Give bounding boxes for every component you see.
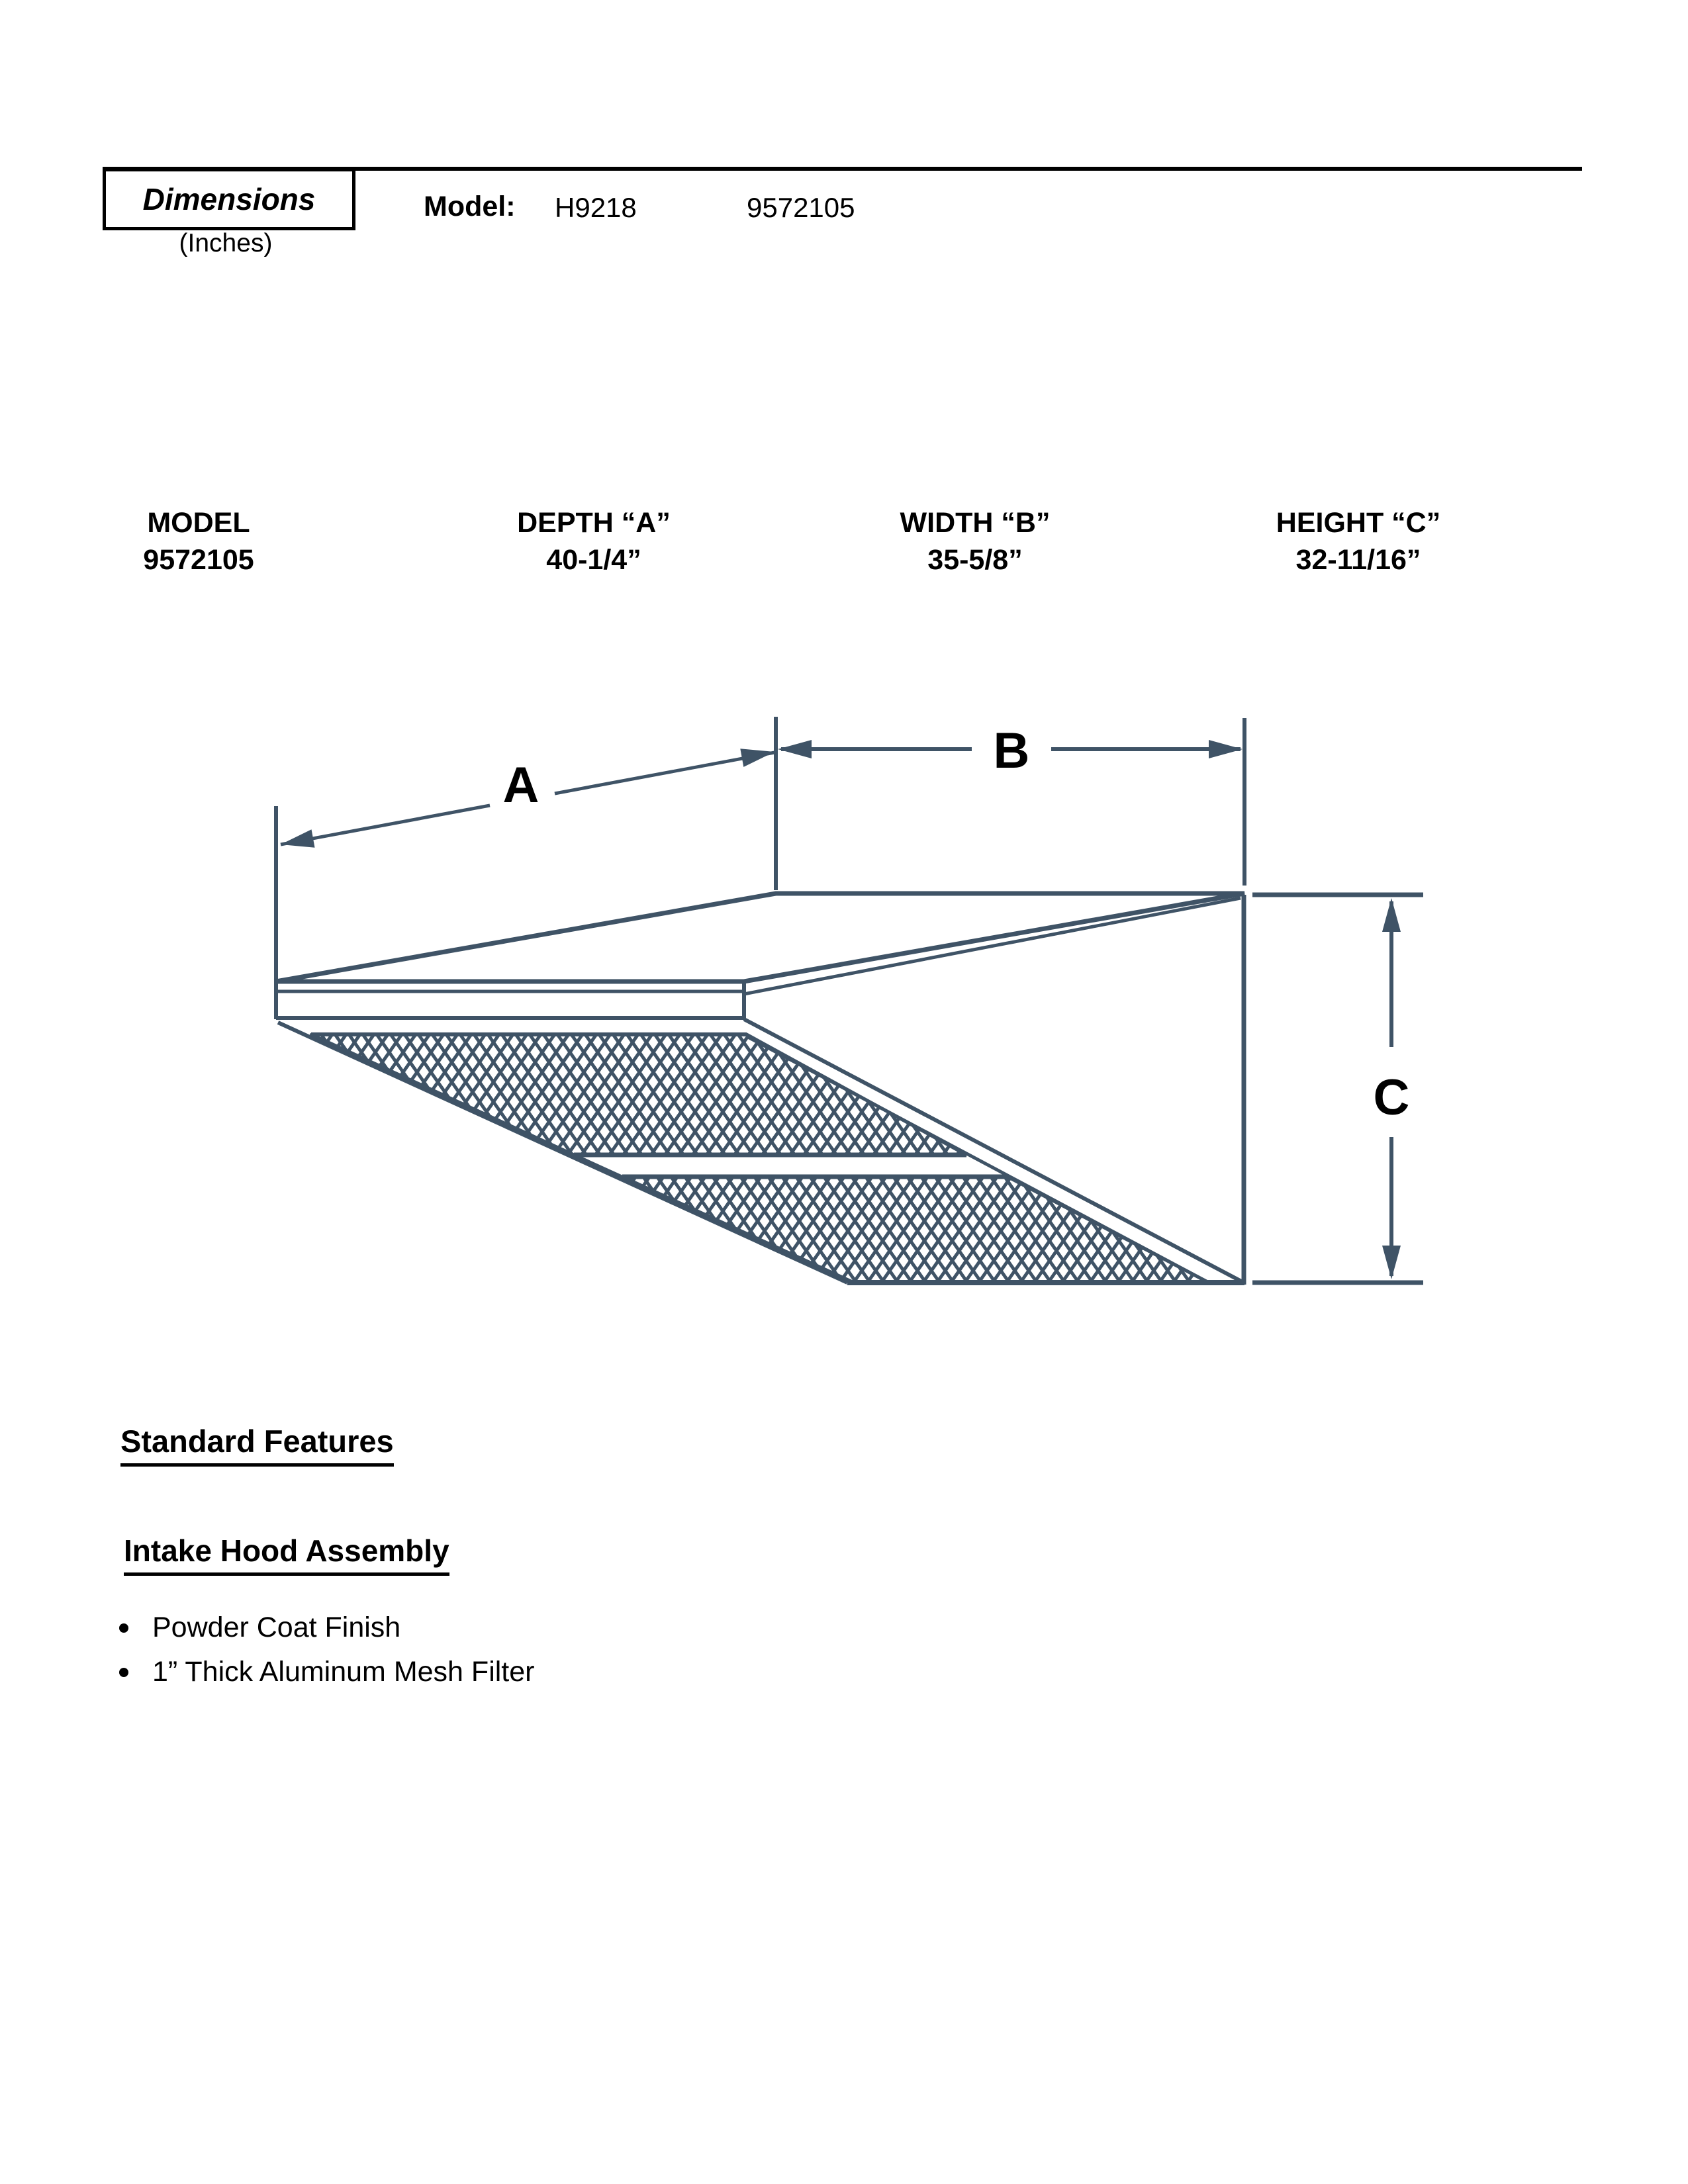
feature-item	[119, 1610, 534, 1646]
depth-label: A	[502, 757, 539, 813]
spec-value: 35-5/8”	[927, 544, 1023, 576]
spec-value: 32-11/16”	[1295, 544, 1421, 576]
spec-value: 9572105	[143, 544, 254, 576]
width-label: B	[993, 723, 1030, 779]
bullet-icon	[119, 1668, 128, 1677]
feature-text: 1” Thick Aluminum Mesh Filter	[152, 1656, 535, 1688]
units-label: (Inches)	[179, 229, 273, 257]
dimensions-box-label: Dimensions	[142, 182, 316, 216]
spec-header: WIDTH “B”	[900, 507, 1051, 539]
spec-value: 40-1/4”	[546, 544, 641, 576]
mesh-filter-panels	[311, 1034, 1209, 1283]
model-label: Model:	[424, 191, 516, 222]
feature-item	[119, 1654, 534, 1690]
model-value: H9218	[555, 192, 637, 223]
bullet-icon	[119, 1623, 128, 1633]
spec-header: DEPTH “A”	[517, 507, 671, 539]
intake-hood-assembly-title: Intake Hood Assembly	[124, 1533, 449, 1576]
spec-header: MODEL	[147, 507, 250, 539]
standard-features-title: Standard Features	[120, 1423, 394, 1467]
height-label: C	[1373, 1069, 1410, 1126]
spec-header: HEIGHT “C”	[1276, 507, 1441, 539]
feature-list	[119, 1610, 534, 1698]
feature-text: Powder Coat Finish	[152, 1612, 401, 1643]
model-number: 9572105	[747, 192, 855, 223]
